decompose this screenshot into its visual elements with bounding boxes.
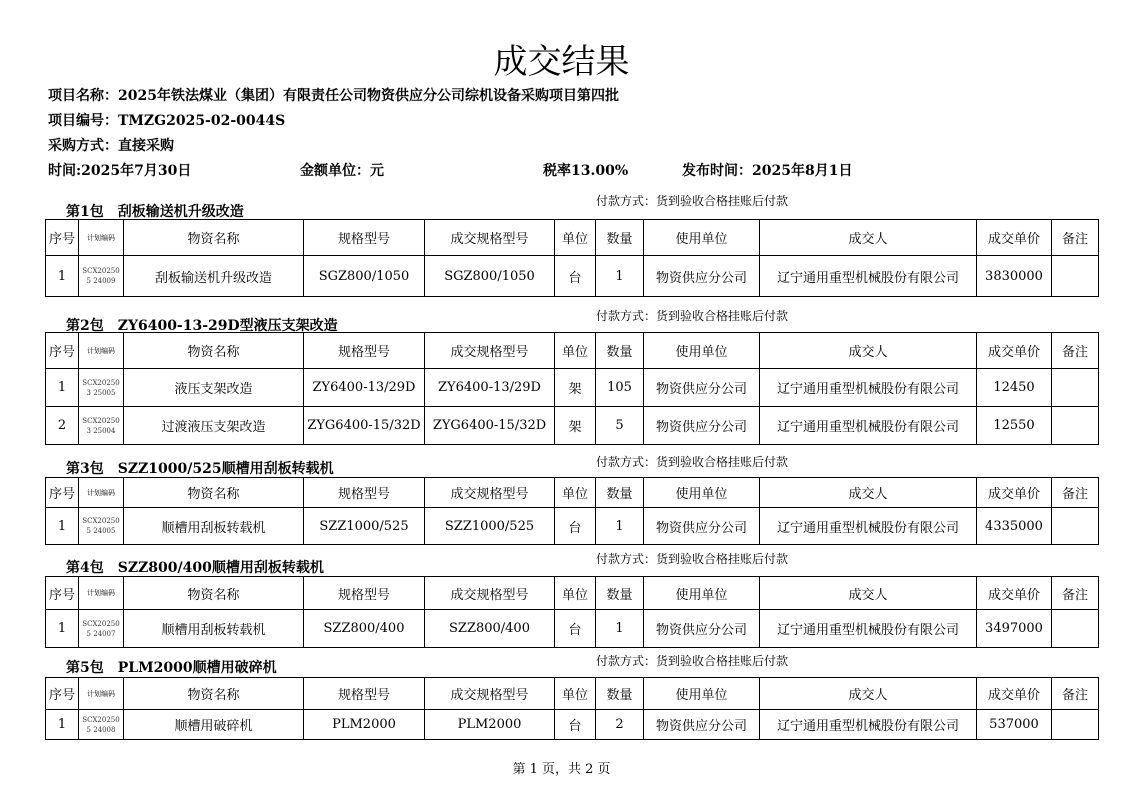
cell-remark [1052,407,1099,445]
package-label: 第4包 [66,560,104,576]
package-table [45,677,1099,740]
cell-material-name: 液压支架改造 [124,369,304,407]
cell-winning-bidder: 辽宁通用重型机械股份有限公司 [760,369,977,407]
column-header-user-unit: 使用单位 [644,220,760,256]
cell-user-unit: 物资供应分公司 [644,407,760,445]
column-header-deal-spec-model: 成交规格型号 [425,577,555,610]
column-header-remark: 备注 [1052,577,1099,610]
cell-plan-code: SCX202505 24005 [79,508,124,545]
column-header-spec-model: 规格型号 [304,333,425,369]
cell-winning-bidder: 辽宁通用重型机械股份有限公司 [760,508,977,545]
column-header-unit-price: 成交单价 [977,220,1052,256]
table-row [46,369,1099,407]
column-header-user-unit: 使用单位 [644,678,760,710]
cell-material-name: 顺槽用刮板转载机 [124,610,304,648]
package-label: 第3包 [66,461,104,477]
cell-user-unit: 物资供应分公司 [644,369,760,407]
cell-plan-code: SCX202505 24008 [79,710,124,740]
column-header-plan-code: 计划编码 [79,577,124,610]
cell-unit: 台 [555,610,596,648]
column-header-row-number: 序号 [46,577,79,610]
page-footer: 第 1 页，共 2 页 [512,762,611,777]
cell-row-number: 2 [46,407,79,445]
cell-material-name: 刮板输送机升级改造 [124,256,304,297]
column-header-spec-model: 规格型号 [304,678,425,710]
cell-remark [1052,369,1099,407]
cell-spec-model: SZZ1000/525 [304,508,425,545]
column-header-quantity: 数量 [596,478,644,508]
table-row [46,407,1099,445]
column-header-user-unit: 使用单位 [644,333,760,369]
cell-quantity: 105 [596,369,644,407]
column-header-remark: 备注 [1052,478,1099,508]
package-title [66,658,277,678]
cell-quantity: 5 [596,407,644,445]
payment-terms: 付款方式：货到验收合格挂账后付款 [596,654,789,668]
column-header-unit-price: 成交单价 [977,577,1052,610]
cell-unit-price: 537000 [977,710,1052,740]
cell-user-unit: 物资供应分公司 [644,710,760,740]
column-header-unit: 单位 [555,577,596,610]
cell-user-unit: 物资供应分公司 [644,256,760,297]
cell-spec-model: SGZ800/1050 [304,256,425,297]
column-header-row-number: 序号 [46,333,79,369]
cell-material-name: 顺槽用刮板转载机 [124,508,304,545]
column-header-material-name: 物资名称 [124,478,304,508]
column-header-material-name: 物资名称 [124,333,304,369]
package-title [66,558,324,578]
table-row [46,256,1099,297]
column-header-deal-spec-model: 成交规格型号 [425,478,555,508]
column-header-deal-spec-model: 成交规格型号 [425,678,555,710]
cell-row-number: 1 [46,369,79,407]
column-header-plan-code: 计划编码 [79,478,124,508]
cell-winning-bidder: 辽宁通用重型机械股份有限公司 [760,256,977,297]
package-table [45,332,1099,445]
package-title [66,459,334,479]
package-label: 第2包 [66,318,104,334]
table-header-row [46,678,1099,710]
cell-row-number: 1 [46,610,79,648]
package-label: 第1包 [66,204,104,220]
column-header-remark: 备注 [1052,333,1099,369]
cell-spec-model: SZZ800/400 [304,610,425,648]
column-header-winning-bidder: 成交人 [760,220,977,256]
cell-unit-price: 3830000 [977,256,1052,297]
cell-unit: 台 [555,256,596,297]
column-header-spec-model: 规格型号 [304,220,425,256]
column-header-quantity: 数量 [596,678,644,710]
cell-spec-model: PLM2000 [304,710,425,740]
column-header-unit: 单位 [555,220,596,256]
cell-unit-price: 12550 [977,407,1052,445]
cell-unit: 架 [555,369,596,407]
cell-spec-model: ZY6400-13/29D [304,369,425,407]
cell-deal-spec-model: ZYG6400-15/32D [425,407,555,445]
column-header-deal-spec-model: 成交规格型号 [425,220,555,256]
column-header-winning-bidder: 成交人 [760,478,977,508]
column-header-row-number: 序号 [46,478,79,508]
project-number: 项目编号：TMZG2025-02-0044S [48,113,286,129]
column-header-material-name: 物资名称 [124,577,304,610]
cell-remark [1052,256,1099,297]
cell-deal-spec-model: SGZ800/1050 [425,256,555,297]
column-header-unit-price: 成交单价 [977,478,1052,508]
cell-winning-bidder: 辽宁通用重型机械股份有限公司 [760,710,977,740]
column-header-remark: 备注 [1052,678,1099,710]
cell-deal-spec-model: PLM2000 [425,710,555,740]
payment-terms: 付款方式：货到验收合格挂账后付款 [596,455,789,469]
column-header-unit-price: 成交单价 [977,333,1052,369]
cell-unit-price: 12450 [977,369,1052,407]
cell-plan-code: SCX202505 24009 [79,256,124,297]
cell-plan-code: SCX202503 25005 [79,369,124,407]
cell-deal-spec-model: ZY6400-13/29D [425,369,555,407]
column-header-winning-bidder: 成交人 [760,678,977,710]
column-header-row-number: 序号 [46,678,79,710]
package-name: PLM2000顺槽用破碎机 [117,660,277,676]
column-header-quantity: 数量 [596,333,644,369]
cell-row-number: 1 [46,508,79,545]
cell-winning-bidder: 辽宁通用重型机械股份有限公司 [760,610,977,648]
package-name: ZY6400-13-29D型液压支架改造 [117,318,338,334]
tax-rate: 税率13.00% [543,163,629,179]
column-header-unit-price: 成交单价 [977,678,1052,710]
cell-winning-bidder: 辽宁通用重型机械股份有限公司 [760,407,977,445]
column-header-row-number: 序号 [46,220,79,256]
table-row [46,610,1099,648]
column-header-user-unit: 使用单位 [644,577,760,610]
payment-terms: 付款方式：货到验收合格挂账后付款 [596,194,789,208]
cell-quantity: 1 [596,610,644,648]
table-header-row [46,577,1099,610]
cell-user-unit: 物资供应分公司 [644,610,760,648]
cell-quantity: 1 [596,508,644,545]
package-name: SZZ1000/525顺槽用刮板转载机 [117,461,334,477]
column-header-quantity: 数量 [596,577,644,610]
column-header-remark: 备注 [1052,220,1099,256]
column-header-material-name: 物资名称 [124,220,304,256]
cell-quantity: 2 [596,710,644,740]
column-header-spec-model: 规格型号 [304,478,425,508]
cell-unit: 台 [555,508,596,545]
cell-user-unit: 物资供应分公司 [644,508,760,545]
date-line: 时间:2025年7月30日 [48,163,192,179]
table-header-row [46,333,1099,369]
column-header-quantity: 数量 [596,220,644,256]
cell-plan-code: SCX202505 24007 [79,610,124,648]
cell-unit-price: 3497000 [977,610,1052,648]
cell-remark [1052,610,1099,648]
table-header-row [46,220,1099,256]
column-header-unit: 单位 [555,333,596,369]
column-header-plan-code: 计划编码 [79,678,124,710]
cell-remark [1052,710,1099,740]
column-header-plan-code: 计划编码 [79,333,124,369]
cell-plan-code: SCX202503 25004 [79,407,124,445]
publish-time: 发布时间：2025年8月1日 [682,163,853,179]
column-header-deal-spec-model: 成交规格型号 [425,333,555,369]
currency-unit: 金额单位：元 [300,163,384,179]
column-header-winning-bidder: 成交人 [760,577,977,610]
table-header-row [46,478,1099,508]
package-table [45,219,1099,297]
table-row [46,710,1099,740]
cell-row-number: 1 [46,710,79,740]
document-title: 成交结果 [493,42,630,82]
column-header-spec-model: 规格型号 [304,577,425,610]
procurement-method: 采购方式：直接采购 [48,138,174,154]
cell-unit: 架 [555,407,596,445]
column-header-unit: 单位 [555,678,596,710]
column-header-winning-bidder: 成交人 [760,333,977,369]
column-header-unit: 单位 [555,478,596,508]
cell-deal-spec-model: SZZ1000/525 [425,508,555,545]
cell-unit: 台 [555,710,596,740]
cell-row-number: 1 [46,256,79,297]
column-header-user-unit: 使用单位 [644,478,760,508]
package-table [45,477,1099,545]
column-header-plan-code: 计划编码 [79,220,124,256]
package-name: 刮板输送机升级改造 [117,204,244,220]
cell-unit-price: 4335000 [977,508,1052,545]
cell-quantity: 1 [596,256,644,297]
package-table [45,576,1099,648]
cell-remark [1052,508,1099,545]
project-name: 项目名称：2025年铁法煤业（集团）有限责任公司物资供应分公司综机设备采购项目第四批 [48,88,619,104]
cell-spec-model: ZYG6400-15/32D [304,407,425,445]
cell-material-name: 过渡液压支架改造 [124,407,304,445]
payment-terms: 付款方式：货到验收合格挂账后付款 [596,309,789,323]
cell-deal-spec-model: SZZ800/400 [425,610,555,648]
column-header-material-name: 物资名称 [124,678,304,710]
package-name: SZZ800/400顺槽用刮板转载机 [117,560,324,576]
table-row [46,508,1099,545]
package-label: 第5包 [66,660,104,676]
cell-material-name: 顺槽用破碎机 [124,710,304,740]
payment-terms: 付款方式：货到验收合格挂账后付款 [596,552,789,566]
